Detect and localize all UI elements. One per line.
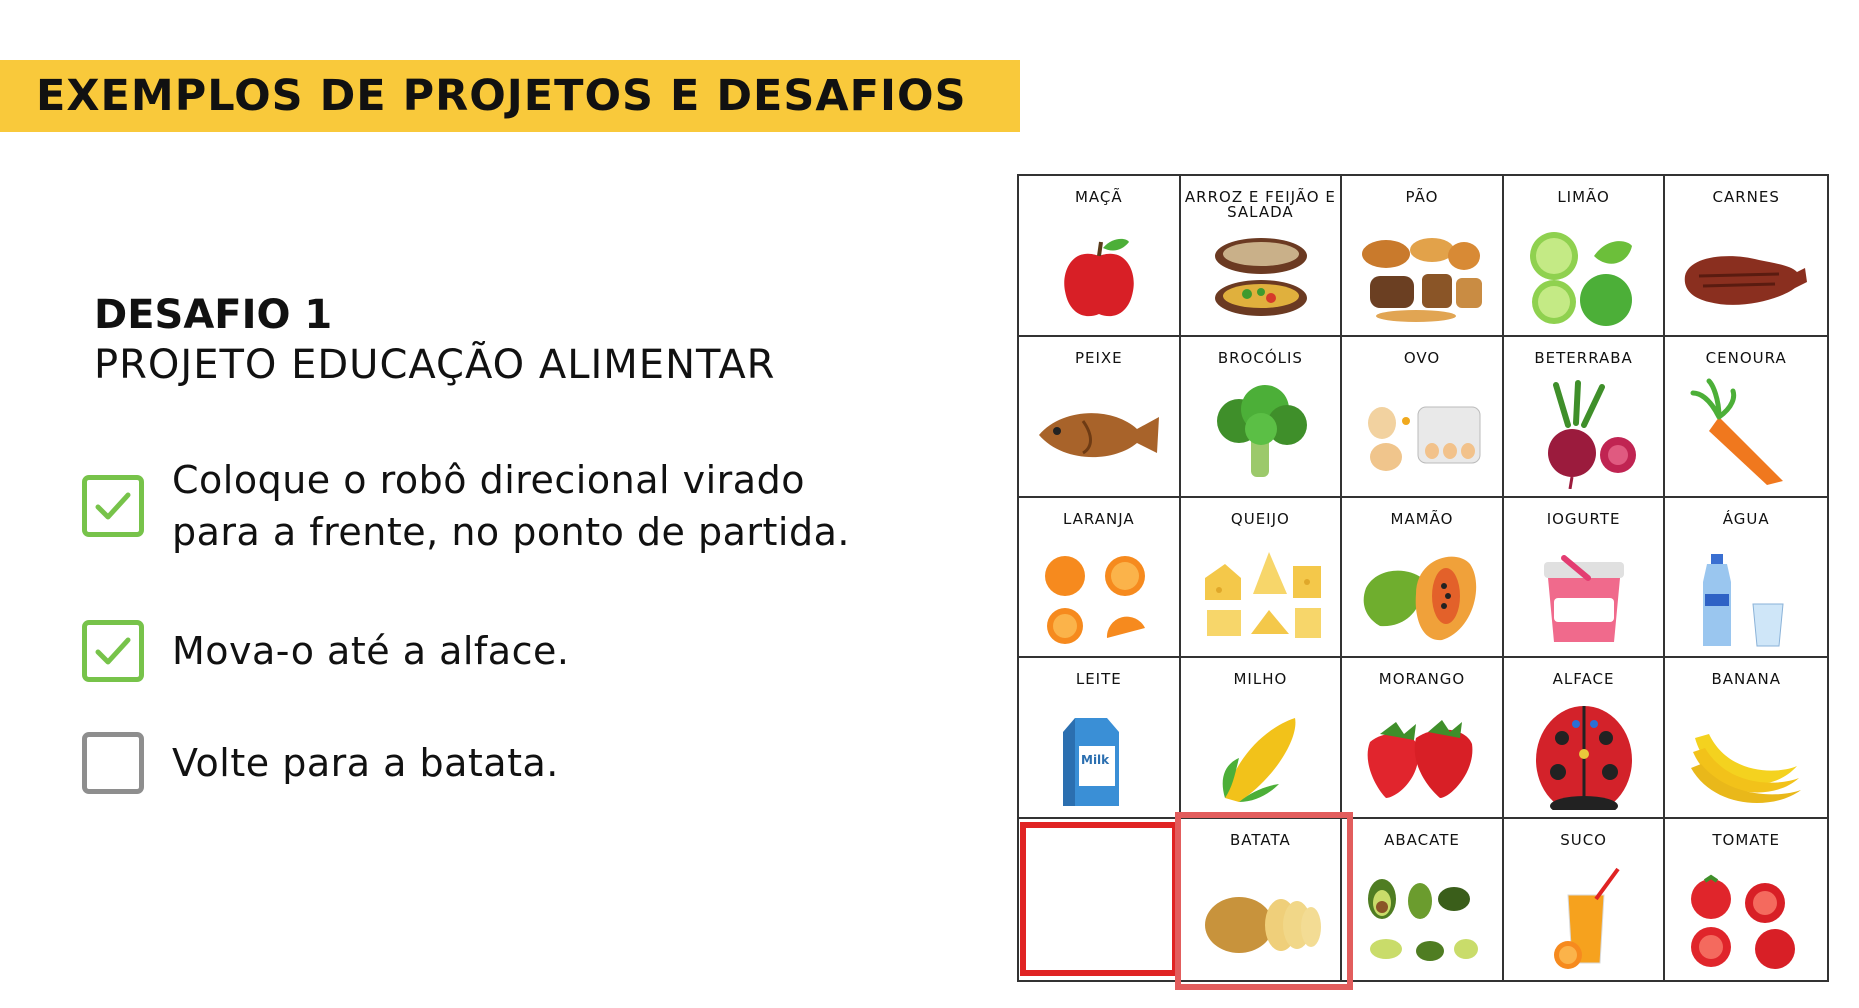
checkbox-checked[interactable] [82, 620, 144, 682]
check-icon [93, 489, 133, 523]
board-cell-egg [1342, 337, 1504, 498]
board-cell-label: ARROZ E FEIJÃO E SALADA [1184, 188, 1336, 221]
board-cell-label: LEITE [1075, 670, 1122, 689]
corn-icon [1195, 698, 1327, 810]
check-icon [93, 634, 133, 668]
board-cell-label: CENOURA [1705, 348, 1787, 367]
tomato-icon [1679, 859, 1811, 971]
lime-icon [1518, 216, 1650, 328]
board-cell-potato [1181, 819, 1343, 980]
task-line: Coloque o robô direcional virado [172, 458, 805, 502]
board-cell-fish [1019, 337, 1181, 498]
task-text [172, 454, 850, 558]
board-cell-cheese [1181, 498, 1343, 659]
board-cell-label: OVO [1403, 348, 1441, 367]
board-cell-start [1019, 819, 1181, 980]
board-cell-label: SUCO [1560, 831, 1607, 850]
banana-icon [1679, 698, 1811, 810]
task-item-1 [82, 454, 850, 558]
board-cell-label: TOMATE [1712, 831, 1781, 850]
board-cell-banana [1665, 658, 1827, 819]
ladybug-robot-icon [1518, 698, 1650, 810]
bread-icon [1356, 216, 1488, 328]
fish-icon [1033, 377, 1165, 489]
potato-icon [1195, 859, 1327, 971]
board-cell-label: MILHO [1233, 670, 1288, 689]
board-cell-apple [1019, 176, 1181, 337]
broccoli-icon [1195, 377, 1327, 489]
board-cell-carrot [1665, 337, 1827, 498]
apple-icon [1033, 216, 1165, 328]
board-cell-label: ALFACE [1552, 670, 1615, 689]
board-cell-ladybug-robot [1504, 658, 1666, 819]
board-cell-milk [1019, 658, 1181, 819]
milk-icon [1033, 698, 1165, 810]
board-cell-orange [1019, 498, 1181, 659]
task-line: para a frente, no ponto de partida. [172, 510, 850, 554]
board-cell-label: BETERRABA [1534, 348, 1633, 367]
rice-beans-salad-icon [1195, 216, 1327, 328]
board-cell-label: LIMÃO [1557, 188, 1610, 206]
egg-icon [1356, 377, 1488, 489]
board-cell-tomato [1665, 819, 1827, 980]
challenge-subtitle: PROJETO EDUCAÇÃO ALIMENTAR [94, 342, 776, 388]
page-title: EXEMPLOS DE PROJETOS E DESAFIOS [36, 71, 967, 121]
board-cell-lime [1504, 176, 1666, 337]
strawberry-icon [1356, 698, 1488, 810]
board-cell-label: ÁGUA [1722, 509, 1770, 528]
board-cell-rice-beans-salad [1181, 176, 1343, 337]
board-cell-water [1665, 498, 1827, 659]
board-cell-label: BANANA [1711, 670, 1781, 689]
board-cell-label: MORANGO [1378, 670, 1466, 689]
checkbox-unchecked[interactable] [82, 732, 144, 794]
water-icon [1679, 538, 1811, 650]
title-banner [0, 60, 1020, 132]
board-cell-label: BROCÓLIS [1217, 348, 1303, 367]
board-cell-strawberry [1342, 658, 1504, 819]
board-cell-label: QUEIJO [1230, 509, 1290, 528]
board-cell-bread [1342, 176, 1504, 337]
board-cell-label: LARANJA [1062, 509, 1135, 528]
orange-icon [1033, 538, 1165, 650]
board-cell-meat [1665, 176, 1827, 337]
board-cell-juice [1504, 819, 1666, 980]
board-cell-yogurt [1504, 498, 1666, 659]
task-text: Mova-o até a alface. [172, 629, 570, 673]
challenge-title: DESAFIO 1 [94, 292, 333, 338]
board-cell-label: PEIXE [1074, 348, 1123, 367]
task-item-2 [82, 620, 569, 682]
task-item-3 [82, 732, 559, 794]
board-cell-label: BATATA [1230, 831, 1291, 850]
cheese-icon [1195, 538, 1327, 650]
task-text: Volte para a batata. [172, 741, 559, 785]
board-cell-label: CARNES [1712, 188, 1780, 206]
board-cell-label: MAÇÃ [1074, 188, 1123, 206]
board-cell-beet [1504, 337, 1666, 498]
meat-icon [1679, 216, 1811, 328]
checkbox-checked[interactable] [82, 475, 144, 537]
avocado-icon [1356, 859, 1488, 971]
board-cell-label: MAMÃO [1390, 509, 1454, 528]
beet-icon [1518, 377, 1650, 489]
food-board [1017, 174, 1829, 982]
svg-text:Milk: Milk [1081, 753, 1110, 768]
board-cell-papaya [1342, 498, 1504, 659]
board-cell-broccoli [1181, 337, 1343, 498]
board-cell-avocado [1342, 819, 1504, 980]
carrot-icon [1679, 377, 1811, 489]
board-cell-label: IOGURTE [1546, 509, 1621, 528]
juice-icon [1518, 859, 1650, 971]
board-cell-label: ABACATE [1384, 831, 1460, 850]
board-cell-label: PÃO [1405, 188, 1439, 206]
papaya-icon [1356, 538, 1488, 650]
board-cell-corn [1181, 658, 1343, 819]
yogurt-icon [1518, 538, 1650, 650]
